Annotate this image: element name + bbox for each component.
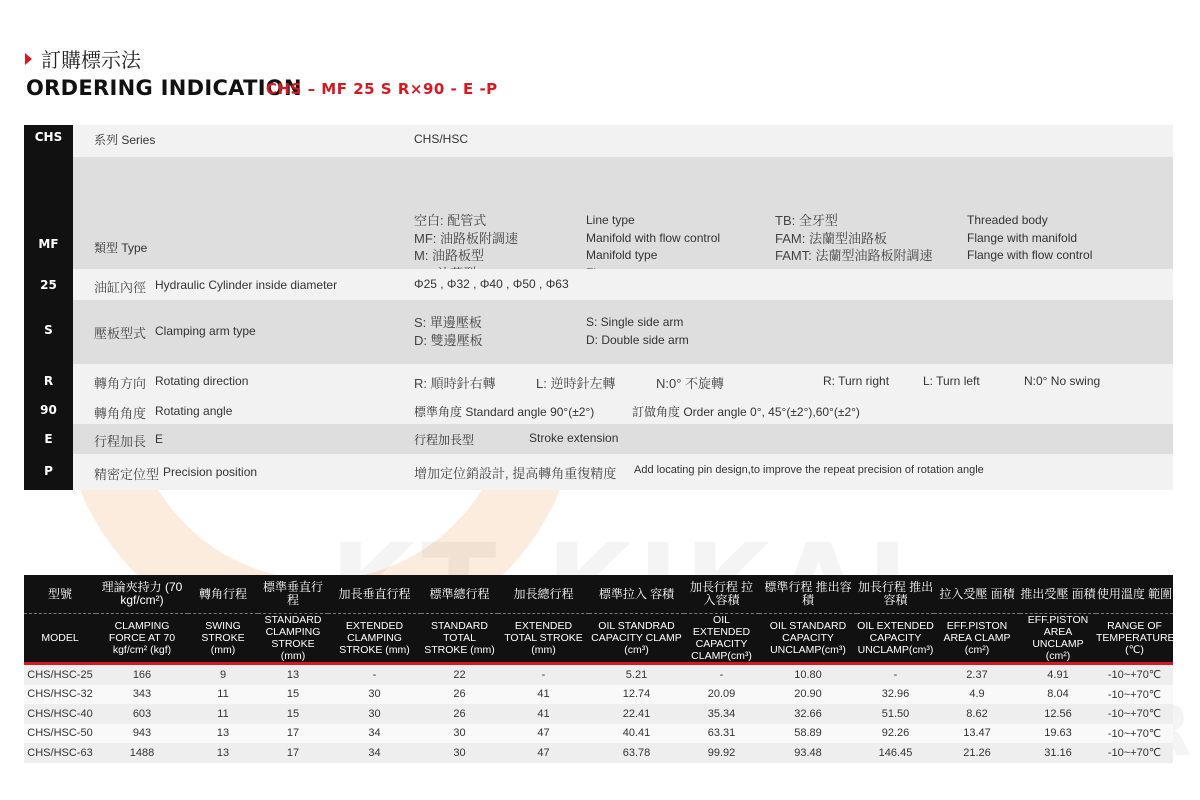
label-diameter-en: Hydraulic Cylinder inside diameter [155, 278, 338, 292]
section-title-cn [25, 44, 141, 73]
table-cell: 20.09 [684, 685, 759, 705]
th-cn: 推出受壓 面積 [1020, 575, 1096, 614]
table-cell: - [857, 665, 934, 685]
table-cell: 13 [188, 724, 258, 744]
table-cell: 12.56 [1020, 704, 1096, 724]
code-mf: MF [38, 237, 59, 251]
table-cell: - [328, 665, 421, 685]
th-en: CLAMPING FORCE AT 70 kgf/cm² (kgf) [96, 614, 188, 663]
table-cell: 9 [188, 665, 258, 685]
type-cn-right: TB: 全牙型 FAM: 法蘭型油路板 FAMT: 法蘭型油路板附調速 [775, 213, 933, 263]
model-cell: CHS/HSC-50 [24, 724, 96, 744]
table-row [24, 704, 1173, 724]
row-extension [24, 424, 1173, 454]
table-cell: -10~+70℃ [1096, 704, 1173, 724]
table-cell: 15 [258, 704, 328, 724]
th-en: EXTENDED CLAMPING STROKE (mm) [328, 614, 421, 663]
th-en: EFF.PISTON AREA UNCLAMP (cm²) [1020, 614, 1096, 663]
row-angle [24, 399, 1173, 424]
th-cn: 標準總行程 [421, 575, 498, 614]
label-arm-cn: 壓板型式 [94, 326, 147, 341]
th-cn: 理論夾持力 (70 kgf/cm²) [96, 575, 188, 614]
row-series [24, 125, 1173, 157]
th-en: MODEL [24, 614, 96, 663]
th-cn: 標準拉入 容積 [589, 575, 684, 614]
table-cell: 20.90 [759, 685, 857, 705]
label-precision-cn: 精密定位型 [94, 467, 160, 482]
code-25: 25 [40, 278, 57, 292]
value-series: CHS/HSC [414, 132, 469, 146]
table-cell: 58.89 [759, 724, 857, 744]
th-en: EXTENDED TOTAL STROKE (mm) [498, 614, 589, 663]
table-cell: 34 [328, 724, 421, 744]
label-extension-en: E [155, 432, 164, 446]
row-precision [24, 454, 1173, 490]
table-cell: 15 [258, 685, 328, 705]
table-cell: 41 [498, 685, 589, 705]
label-direction-cn: 轉角方向 [94, 376, 147, 391]
header-row-en [24, 614, 1173, 663]
label-precision-en: Precision position [163, 465, 258, 479]
model-cell: CHS/HSC-40 [24, 704, 96, 724]
label-angle-en: Rotating angle [155, 404, 233, 418]
table-cell: 41 [498, 704, 589, 724]
table-row [24, 685, 1173, 705]
table-cell: 30 [421, 743, 498, 763]
table-cell: 40.41 [589, 724, 684, 744]
table-cell: 47 [498, 724, 589, 744]
table-cell: 47 [498, 743, 589, 763]
precision-cn: 增加定位銷設計, 提高轉角重復精度 [414, 466, 617, 481]
table-cell: 4.91 [1020, 665, 1096, 685]
table-cell: 26 [421, 704, 498, 724]
direction-cn-1: R: 順時針右轉 [414, 376, 496, 391]
direction-en-2: L: Turn left [923, 374, 980, 388]
table-cell: -10~+70℃ [1096, 665, 1173, 685]
table-cell: -10~+70℃ [1096, 724, 1173, 744]
arm-cn: S: 單邊壓板 D: 雙邊壓板 [414, 315, 483, 348]
row-diameter [24, 269, 1173, 300]
section-title-en: ORDERING INDICATION [26, 76, 302, 100]
spec-rows [24, 665, 1173, 763]
th-cn: 加長總行程 [498, 575, 589, 614]
table-cell: 12.74 [589, 685, 684, 705]
th-en: OIL STANDARD CAPACITY UNCLAMP(cm³) [759, 614, 857, 663]
table-cell: 30 [421, 724, 498, 744]
ordering-code: CHS – MF 25 S R×90 - E -P [266, 80, 498, 98]
table-cell: 26 [421, 685, 498, 705]
table-cell: 10.80 [759, 665, 857, 685]
table-cell: 11 [188, 704, 258, 724]
label-series: 系列 Series [94, 133, 156, 147]
th-cn: 標準垂直行程 [258, 575, 328, 614]
th-en: OIL EXTENDED CAPACITY CLAMP(cm³) [684, 614, 759, 663]
model-cell: CHS/HSC-63 [24, 743, 96, 763]
th-en: EFF.PISTON AREA CLAMP (cm²) [934, 614, 1020, 663]
extension-en: Stroke extension [529, 431, 619, 445]
table-cell: 2.37 [934, 665, 1020, 685]
table-cell: - [498, 665, 589, 685]
table-cell: 30 [328, 704, 421, 724]
angle-order: 訂做角度 Order angle 0°, 45°(±2°),60°(±2°) [632, 405, 860, 419]
label-type: 類型 Type [94, 241, 148, 255]
table-cell: 63.78 [589, 743, 684, 763]
extension-cn: 行程加長型 [414, 433, 475, 447]
table-cell: 8.62 [934, 704, 1020, 724]
table-cell: 11 [188, 685, 258, 705]
table-cell: 63.31 [684, 724, 759, 744]
direction-cn-3: N:0° 不旋轉 [656, 376, 725, 391]
direction-en-1: R: Turn right [823, 374, 890, 388]
table-row [24, 724, 1173, 744]
code-s: S [44, 323, 53, 337]
th-cn: 加長垂直行程 [328, 575, 421, 614]
table-cell: 22 [421, 665, 498, 685]
table-cell: 21.26 [934, 743, 1020, 763]
th-en: OIL STANDRAD CAPACITY CLAMP (cm³) [589, 614, 684, 663]
table-cell: 146.45 [857, 743, 934, 763]
code-p: P [44, 464, 53, 478]
table-cell: 35.34 [684, 704, 759, 724]
table-cell: 32.96 [857, 685, 934, 705]
table-cell: 31.16 [1020, 743, 1096, 763]
code-r: R [43, 374, 54, 388]
table-cell: 93.48 [759, 743, 857, 763]
th-cn: 使用溫度 範圍 [1096, 575, 1173, 614]
th-cn: 轉角行程 [188, 575, 258, 614]
angle-standard: 標準角度 Standard angle 90°(±2°) [414, 405, 595, 419]
label-diameter-cn: 油缸內徑 [94, 280, 147, 295]
label-angle-cn: 轉角角度 [94, 406, 147, 421]
table-cell: 603 [96, 704, 188, 724]
table-cell: 99.92 [684, 743, 759, 763]
table-cell: 92.26 [857, 724, 934, 744]
table-row [24, 665, 1173, 685]
table-cell: 34 [328, 743, 421, 763]
label-extension-cn: 行程加長 [94, 434, 147, 449]
ordering-table [24, 125, 1173, 490]
table-cell: 1488 [96, 743, 188, 763]
model-cell: CHS/HSC-32 [24, 685, 96, 705]
th-en: STANDARD TOTAL STROKE (mm) [421, 614, 498, 663]
model-cell: CHS/HSC-25 [24, 665, 96, 685]
th-cn: 加長行程 拉入容積 [684, 575, 759, 614]
row-arm-type [24, 300, 1173, 364]
direction-en-3: N:0° No swing [1024, 374, 1101, 388]
direction-cn-2: L: 逆時針左轉 [536, 376, 616, 391]
table-cell: 943 [96, 724, 188, 744]
th-cn: 拉入受壓 面積 [934, 575, 1020, 614]
table-cell: 30 [328, 685, 421, 705]
table-row [24, 743, 1173, 763]
th-en: SWING STROKE (mm) [188, 614, 258, 663]
th-en: OIL EXTENDED CAPACITY UNCLAMP(cm³) [857, 614, 934, 663]
table-cell: - [684, 665, 759, 685]
table-cell: 17 [258, 724, 328, 744]
table-cell: -10~+70℃ [1096, 743, 1173, 763]
table-cell: 13 [188, 743, 258, 763]
table-cell: 166 [96, 665, 188, 685]
type-cn-left: 空白: 配管式 MF: 油路板附調速 M: 油路板型 [414, 213, 518, 263]
spec-table [24, 575, 1173, 763]
table-cell: 343 [96, 685, 188, 705]
th-cn: 標準行程 推出容積 [759, 575, 857, 614]
precision-en: Add locating pin design,to improve the repeat precision of rotation angle [634, 464, 984, 476]
th-en: RANGE OF TEMPERATURE (℃) [1096, 614, 1173, 663]
table-cell: 5.21 [589, 665, 684, 685]
title-cn-text: 訂購標示法 [41, 50, 141, 72]
arm-en: S: Single side arm D: Double side arm [586, 315, 689, 347]
label-arm-en: Clamping arm type [155, 324, 256, 338]
table-cell: 13.47 [934, 724, 1020, 744]
type-en-left: Line type Manifold with flow control Manifold type [586, 213, 721, 262]
table-cell: 13 [258, 665, 328, 685]
table-cell: 8.04 [1020, 685, 1096, 705]
type-en-right: Threaded body Flange with manifold Flange with flow control [967, 213, 1093, 262]
code-chs: CHS [34, 130, 63, 144]
row-direction [24, 364, 1173, 399]
table-cell: 32.66 [759, 704, 857, 724]
code-90: 90 [40, 403, 57, 417]
table-cell: 4.9 [934, 685, 1020, 705]
th-cn: 加長行程 推出容積 [857, 575, 934, 614]
label-direction-en: Rotating direction [155, 374, 249, 388]
table-cell: 22.41 [589, 704, 684, 724]
th-en: STANDARD CLAMPING STROKE (mm) [258, 614, 328, 663]
table-cell: 51.50 [857, 704, 934, 724]
header-row-cn [24, 575, 1173, 614]
table-cell: -10~+70℃ [1096, 685, 1173, 705]
value-diameter: Φ25 , Φ32 , Φ40 , Φ50 , Φ63 [414, 277, 569, 291]
th-cn: 型號 [24, 575, 96, 614]
code-e: E [44, 432, 53, 446]
table-cell: 19.63 [1020, 724, 1096, 744]
table-cell: 17 [258, 743, 328, 763]
red-triangle-icon [25, 53, 32, 65]
row-type [24, 157, 1173, 269]
